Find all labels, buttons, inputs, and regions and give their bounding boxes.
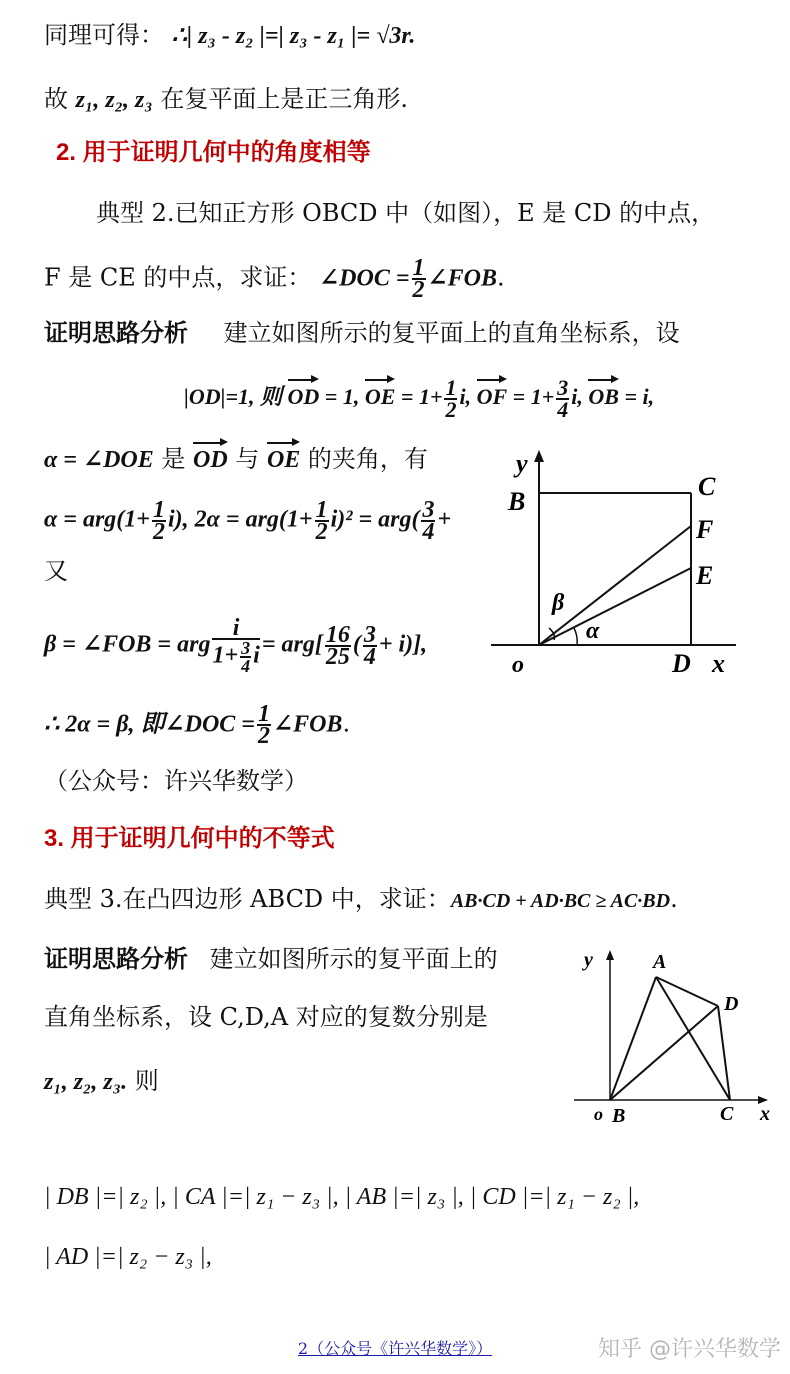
- label-b: B: [508, 487, 526, 516]
- vector-od: OD: [288, 382, 320, 412]
- math-expression: z₁, z₂, z₃.: [44, 1069, 128, 1095]
- analysis-label: 证明思路分析: [44, 320, 188, 347]
- fraction: [257, 701, 271, 749]
- denominator: 2: [445, 397, 457, 422]
- vector-od: OD: [193, 447, 228, 473]
- denominator: [212, 640, 259, 674]
- section-heading: 3. 用于证明几何中的不等式: [44, 825, 335, 852]
- y-axis-arrow: [606, 950, 614, 960]
- label-f: F: [696, 515, 714, 544]
- connector-text: 是: [153, 445, 193, 473]
- fraction: [412, 255, 426, 303]
- fraction: [325, 622, 351, 670]
- fraction: [421, 497, 435, 545]
- line-prefix: 同理可得：: [44, 21, 164, 49]
- label-a: A: [653, 951, 667, 973]
- line-suffix: 在复平面上是正三角形.: [152, 85, 409, 113]
- analysis-line: [44, 318, 680, 349]
- label-beta: β: [552, 590, 565, 616]
- denominator: 2: [257, 723, 270, 749]
- numerator: 3: [422, 497, 435, 523]
- label-alpha: α: [586, 618, 600, 644]
- vector-ob: OB: [588, 382, 619, 412]
- numerator: 1: [315, 497, 328, 523]
- math-expression: i)² = arg(: [330, 506, 420, 533]
- label-b: B: [612, 1105, 626, 1127]
- section-heading: 2. 用于证明几何中的角度相等: [56, 139, 371, 166]
- square-figure: [486, 440, 746, 690]
- math-expression: = 1+: [400, 384, 443, 410]
- numerator: 1: [445, 375, 457, 400]
- denominator-part: i: [253, 642, 260, 669]
- connector-text: 的夹角，有: [300, 445, 428, 473]
- alpha-arc: [574, 628, 577, 645]
- math-expression: ∴| z₃ - z₂ |=| z₃ - z₁ |= √3r.: [171, 23, 416, 49]
- math-expression: i,: [571, 384, 583, 410]
- label-o: o: [594, 1104, 603, 1124]
- label-d: D: [672, 649, 691, 678]
- math-expression: ∠FOB: [272, 711, 343, 738]
- line-prefix: F 是 CE 的中点，求证：: [44, 263, 312, 292]
- label-o: o: [512, 652, 524, 678]
- numerator: 3: [363, 622, 376, 648]
- label-x: x: [712, 649, 725, 678]
- math-expression: ∠DOC =: [164, 711, 255, 738]
- segment-ba: [610, 977, 656, 1100]
- fraction: [212, 615, 260, 676]
- label-x: x: [760, 1103, 770, 1125]
- math-expression: β = ∠FOB = arg: [44, 631, 211, 658]
- text-line: [44, 84, 408, 115]
- math-expression: i,: [459, 384, 472, 410]
- numerator: 1: [152, 497, 165, 523]
- vector-definitions: [184, 375, 655, 422]
- segment-dc: [718, 1006, 730, 1100]
- quadrilateral-figure: [570, 940, 780, 1140]
- alpha-definition: [44, 444, 428, 475]
- fraction: [363, 622, 377, 670]
- numerator: 1: [257, 701, 270, 727]
- math-expression: ∠DOC =: [319, 265, 410, 292]
- analysis-text: 建立如图所示的复平面上的: [209, 945, 498, 973]
- period: .: [497, 263, 505, 292]
- equation-line: | DB |=| z₂ |, | CA |=| z₁ − z₃ |, | AB |=| z₃ |, | CD |=| z₁ − z₂ |,: [44, 1184, 640, 1210]
- denominator: 25: [325, 644, 350, 670]
- period: .: [342, 709, 351, 738]
- denominator: 2: [315, 519, 328, 545]
- paragraph-line: [44, 884, 678, 916]
- math-expression: i), 2α = arg(1+: [167, 506, 313, 533]
- math-expression: α = ∠DOE: [44, 447, 154, 473]
- vector-of: OF: [477, 382, 508, 412]
- beta-equation: [44, 615, 428, 676]
- label-y: y: [516, 449, 528, 478]
- math-expression: = i,: [624, 384, 655, 410]
- paragraph-line: 典型 2.已知正方形 OBCD 中（如图），E 是 CD 的中点，: [96, 199, 716, 227]
- watermark: 知乎 @许兴华数学: [598, 1337, 781, 1362]
- label-c: C: [698, 472, 716, 501]
- paragraph-line: [44, 255, 505, 303]
- again-text: 又: [44, 557, 68, 585]
- fraction: [152, 497, 166, 545]
- period: .: [670, 885, 678, 913]
- math-expression: AB·CD + AD·BC ≥ AC·BD: [450, 890, 671, 912]
- footer-link[interactable]: 2（公众号《许兴华数学》）: [297, 1339, 493, 1358]
- line-prefix: 典型 3.在凸四边形 ABCD 中，求证：: [44, 885, 451, 913]
- denominator: 2: [152, 519, 165, 545]
- analysis-line: [44, 944, 498, 975]
- analysis-line: [44, 1066, 159, 1097]
- label-d: D: [724, 993, 739, 1015]
- segment-of: [539, 526, 691, 645]
- math-expression: + i)],: [378, 631, 428, 658]
- text-line: [44, 20, 415, 51]
- connector-text: 则: [127, 1067, 159, 1095]
- math-expression: = 1+: [512, 384, 555, 410]
- line-prefix: 故: [44, 85, 76, 113]
- numerator: 1: [412, 255, 425, 281]
- math-expression: |OD|=1, 则: [184, 384, 283, 410]
- math-expression: = 1,: [324, 384, 360, 410]
- analysis-text: 建立如图所示的复平面上的直角坐标系，设: [223, 319, 680, 347]
- analysis-line: 直角坐标系，设 C,D,A 对应的复数分别是: [44, 1003, 488, 1031]
- fraction: [444, 375, 457, 422]
- label-y: y: [584, 949, 593, 971]
- label-e: E: [696, 561, 714, 590]
- math-expression: +: [437, 506, 452, 533]
- math-expression: (: [352, 631, 361, 658]
- conclusion-line: [44, 701, 351, 749]
- denominator: 4: [422, 519, 435, 545]
- vector-oe: OE: [266, 447, 301, 473]
- math-expression: α = arg(1+: [44, 506, 150, 533]
- vector-oe: OE: [365, 382, 396, 412]
- math-expression: ∴ 2α = β, 即: [44, 711, 165, 738]
- segment-ac: [656, 977, 730, 1100]
- math-expression: ∠FOB: [427, 265, 497, 292]
- denominator: 2: [412, 277, 425, 303]
- numerator: 16: [325, 622, 350, 648]
- fraction: [315, 497, 329, 545]
- connector-text: 与: [227, 445, 267, 473]
- denominator: 4: [363, 644, 376, 670]
- equation-line: | AD |=| z₂ − z₃ |,: [44, 1244, 212, 1270]
- fraction: [240, 640, 251, 674]
- numerator: i: [212, 618, 259, 640]
- denominator: 4: [241, 656, 251, 676]
- alpha-equation: [44, 497, 452, 545]
- account-note: （公众号：许兴华数学）: [44, 767, 308, 795]
- numerator: 3: [557, 375, 569, 400]
- math-expression: = arg[: [261, 631, 323, 658]
- label-c: C: [720, 1103, 734, 1125]
- y-axis-arrow: [534, 450, 544, 462]
- denominator: 4: [557, 397, 569, 422]
- fraction: [556, 375, 569, 422]
- numerator: 3: [241, 638, 251, 658]
- math-expression: z₁, z₂, z₃: [75, 87, 153, 113]
- analysis-label: 证明思路分析: [44, 946, 188, 973]
- denominator-part: 1+: [212, 642, 239, 669]
